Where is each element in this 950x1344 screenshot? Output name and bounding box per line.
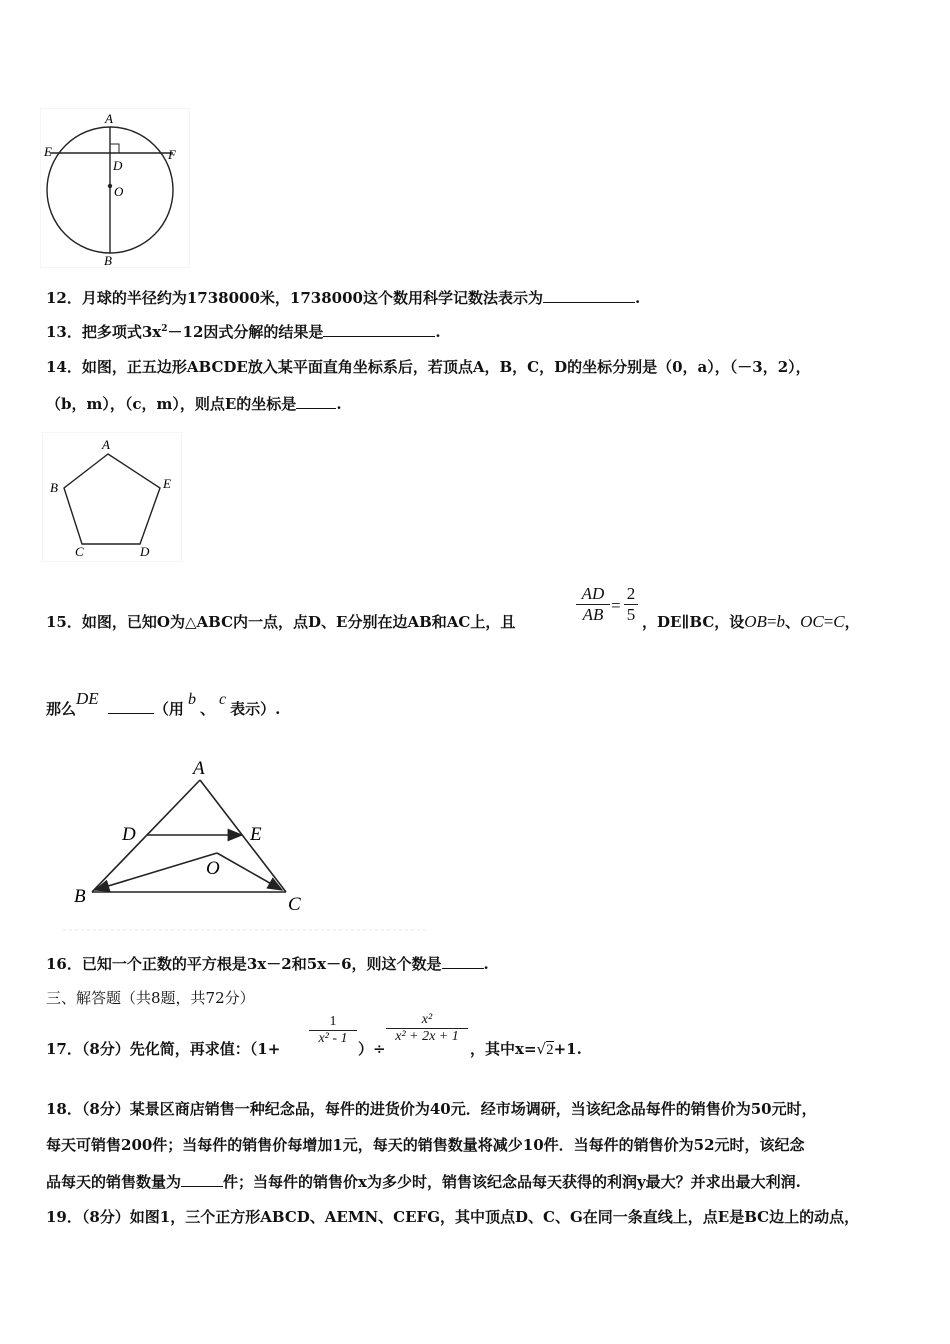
question-15-line1: 15．如图，已知O为△ABC内一点，点D、E分别在边AB和AC上，且 (46, 613, 516, 631)
question-16: 16．已知一个正数的平方根是3x－2和5x－6，则这个数是 . (46, 955, 489, 973)
label-b: B (74, 886, 86, 907)
label-d: D (140, 544, 150, 559)
label-f: F (168, 147, 176, 162)
question-18-line3: 品每天的销售数量为 件；当每件的销售价x为多少时，销售该纪念品每天获得的利润y最大？并求出最大利润. (46, 1173, 801, 1191)
fraction-ad-ab: $\frac{AD}{AB}$ (576, 584, 610, 625)
question-15-line2: 那么DE （用b、c表示）. (46, 689, 281, 718)
question-17-end: ，其中x=√2+1. (470, 1040, 582, 1058)
label-o: O (206, 858, 220, 879)
label-d: D (113, 158, 123, 173)
question-13: 13．把多项式$3x^2-12$因式分解的结果是 . (46, 323, 441, 341)
vector-ob (95, 853, 217, 890)
section-3-title: 三、解答题（共8题，共72分） (46, 989, 255, 1007)
label-a: A (193, 758, 205, 779)
label-d: D (122, 824, 136, 845)
fraction-2-5: $\frac{2}{5}$ (624, 584, 638, 625)
label-o: O (114, 184, 124, 199)
question-18-line1: 18．（8分）某景区商店销售一种纪念品，每件的进货价为40元．经市场调研，当该纪念品每件的销售价为50元时， (46, 1100, 817, 1118)
circle-figure (40, 108, 190, 268)
question-17-pre: 17．（8分）先化简，再求值：（1+ (46, 1040, 281, 1058)
vector-oc (217, 853, 282, 890)
question-19: 19．（8分）如图1，三个正方形ABCD、AEMN、CEFG，其中顶点D、C、G在同一条直线上，点E是BC边上的动点， (46, 1208, 860, 1226)
pentagon-abcde (64, 454, 160, 544)
right-angle-mark (110, 144, 119, 153)
label-e: E (44, 144, 52, 159)
question-15-line1-cont: ，DE∥BC，设OB=b、OC=C， (642, 612, 860, 631)
triangle-figure (60, 752, 430, 932)
fraction-1-over-x2-1: $\frac{1}{\text{x² - 1}}$ (309, 1014, 357, 1047)
label-a: A (105, 111, 113, 126)
question-14-line2: （b，m），（c，m），则点E的坐标是 . (46, 395, 342, 413)
label-e: E (250, 824, 262, 845)
label-c: C (288, 894, 301, 915)
label-a: A (102, 437, 110, 452)
pentagon-figure (42, 432, 182, 562)
label-c: C (75, 544, 84, 559)
center-dot (108, 184, 112, 188)
label-b: B (50, 480, 58, 495)
question-17-div: ）÷ (358, 1040, 386, 1058)
question-14-line1: 14．如图，正五边形ABCDE放入某平面直角坐标系后，若顶点A，B，C，D的坐标分别是（0，a），（－3，2）， (46, 358, 811, 376)
label-e: E (163, 476, 171, 491)
equals-sign: = (611, 596, 621, 615)
question-12: 12．月球的半径约为1738000米，1738000这个数用科学记数法表示为 . (46, 289, 641, 307)
label-b: B (104, 253, 112, 268)
question-18-line2: 每天可销售200件；当每件的销售价每增加1元，每天的销售数量将减少10件．当每件的销售价为52元时，该纪念 (46, 1136, 805, 1154)
fraction-x2-over-poly: $\frac{\text{x²}}{\text{x² + 2x + 1}}$ (386, 1012, 468, 1045)
